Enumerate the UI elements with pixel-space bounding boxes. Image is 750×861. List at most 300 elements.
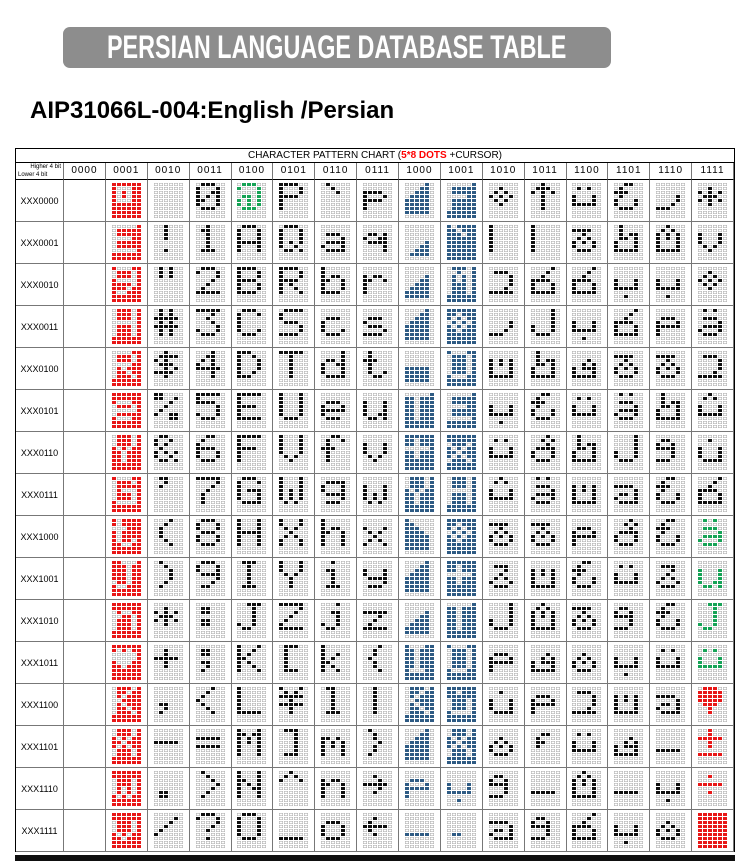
char-cell [148,810,190,852]
char-cell [148,516,190,558]
char-cell [357,726,399,768]
char-cell [273,642,315,684]
dot-matrix [405,729,434,764]
dot-matrix [656,771,685,806]
dot-matrix [237,351,266,386]
dot-matrix [614,603,643,638]
dot-matrix [321,393,350,428]
row-label: XXX1100 [16,684,64,726]
char-cell [483,180,525,222]
char-cell [483,390,525,432]
char-cell [608,642,650,684]
char-cell [692,516,734,558]
column-header: 1101 [608,163,650,180]
dot-matrix [531,267,560,302]
char-cell [441,768,483,810]
char-cell [692,726,734,768]
page-title: PERSIAN LANGUAGE DATABASE TABLE [107,29,567,65]
char-cell [483,348,525,390]
dot-matrix [112,561,141,596]
dot-matrix [154,183,183,218]
dot-matrix [698,813,727,848]
char-cell [232,516,274,558]
char-cell [148,264,190,306]
char-cell [399,768,441,810]
dot-matrix [363,687,392,722]
dot-matrix [363,519,392,554]
char-cell [148,432,190,474]
dot-matrix [531,477,560,512]
char-cell [357,264,399,306]
char-cell [567,348,609,390]
char-cell [608,474,650,516]
column-header: 1000 [399,163,441,180]
dot-matrix [489,561,518,596]
char-cell [315,642,357,684]
dot-matrix [656,561,685,596]
dot-matrix [112,813,141,848]
dot-matrix [614,729,643,764]
dot-matrix [196,351,225,386]
char-cell [273,432,315,474]
dot-matrix [112,435,141,470]
dot-matrix [196,687,225,722]
dot-matrix [363,813,392,848]
dot-matrix [196,519,225,554]
char-cell [315,516,357,558]
dot-matrix [363,477,392,512]
dot-matrix [698,225,727,260]
dot-matrix [698,435,727,470]
dot-matrix [321,477,350,512]
char-cell [525,684,567,726]
char-cell [273,726,315,768]
dot-matrix [154,393,183,428]
dot-matrix [154,351,183,386]
table-row [16,768,734,810]
char-cell [441,390,483,432]
dot-matrix [489,477,518,512]
char-cell [692,390,734,432]
char-cell [483,642,525,684]
dot-matrix [321,645,350,680]
char-cell [692,558,734,600]
char-cell [315,600,357,642]
char-cell [567,810,609,852]
dot-matrix [698,603,727,638]
char-cell [315,390,357,432]
dot-matrix [531,561,560,596]
dot-matrix [237,183,266,218]
dot-matrix [237,477,266,512]
char-cell [273,306,315,348]
char-cell [106,600,148,642]
char-cell [399,222,441,264]
dot-matrix [279,225,308,260]
char-cell [441,684,483,726]
char-cell [441,600,483,642]
dot-matrix [279,435,308,470]
dot-matrix [112,645,141,680]
dot-matrix [154,645,183,680]
dot-matrix [321,351,350,386]
dot-matrix [112,267,141,302]
char-cell [273,474,315,516]
dot-matrix [405,183,434,218]
row-label: XXX0011 [16,306,64,348]
dot-matrix [614,183,643,218]
char-cell [525,810,567,852]
char-cell [357,348,399,390]
char-cell [232,558,274,600]
char-cell [567,390,609,432]
dot-matrix [154,729,183,764]
dot-matrix [531,183,560,218]
char-cell [525,768,567,810]
column-header: 0100 [232,163,274,180]
dot-matrix [196,813,225,848]
table-row [16,726,734,768]
row-label: XXX0000 [16,180,64,222]
row-label: XXX0001 [16,222,64,264]
char-cell [273,180,315,222]
dot-matrix [405,813,434,848]
dot-matrix [572,687,601,722]
char-cell [315,306,357,348]
dot-matrix [447,393,476,428]
char-cell [106,810,148,852]
char-cell [608,726,650,768]
dot-matrix [237,603,266,638]
char-cell [357,432,399,474]
char-cell [483,432,525,474]
char-cell [190,600,232,642]
dot-matrix [112,309,141,344]
char-cell [190,684,232,726]
char-cell [608,516,650,558]
char-cell [273,222,315,264]
char-cell [608,684,650,726]
row-label: XXX1010 [16,600,64,642]
dot-matrix [531,771,560,806]
char-cell [483,684,525,726]
dot-matrix [112,519,141,554]
dot-matrix [363,603,392,638]
char-cell [567,474,609,516]
char-cell [650,600,692,642]
char-cell [441,222,483,264]
dot-matrix [154,519,183,554]
dot-matrix [363,225,392,260]
dot-matrix [279,687,308,722]
char-cell [315,348,357,390]
column-header: 1001 [441,163,483,180]
char-cell [64,600,106,642]
char-cell [190,390,232,432]
column-header-row [16,163,734,180]
dot-matrix [154,309,183,344]
char-cell [608,348,650,390]
char-cell [190,768,232,810]
char-cell [106,432,148,474]
char-cell [650,558,692,600]
table-row [16,684,734,726]
table-row [16,474,734,516]
char-cell [357,222,399,264]
dot-matrix [112,477,141,512]
dot-matrix [572,603,601,638]
dot-matrix [572,813,601,848]
dot-matrix [363,309,392,344]
dot-matrix [154,225,183,260]
dot-matrix [321,813,350,848]
char-cell [399,348,441,390]
dot-matrix [279,645,308,680]
dot-matrix [363,393,392,428]
dot-matrix [489,771,518,806]
char-cell [525,600,567,642]
dot-matrix [363,771,392,806]
table-row [16,390,734,432]
char-cell [692,432,734,474]
dot-matrix [321,729,350,764]
column-header: 1110 [650,163,692,180]
char-cell [692,600,734,642]
higher-4bit-label: Higher 4 bit [30,164,61,170]
dot-matrix [447,477,476,512]
dot-matrix [196,477,225,512]
dot-matrix [321,603,350,638]
dot-matrix [572,225,601,260]
char-cell [525,474,567,516]
column-header: 0001 [106,163,148,180]
char-cell [608,222,650,264]
dot-matrix [656,435,685,470]
dot-matrix [698,519,727,554]
column-header: 1011 [525,163,567,180]
dot-matrix [614,561,643,596]
char-cell [692,222,734,264]
dot-matrix [279,519,308,554]
char-cell [483,810,525,852]
char-cell [64,474,106,516]
dot-matrix [656,813,685,848]
dot-matrix [112,687,141,722]
char-cell [190,264,232,306]
column-header: 0011 [190,163,232,180]
char-cell [106,390,148,432]
char-cell [399,600,441,642]
char-cell [190,348,232,390]
char-cell [190,432,232,474]
dot-matrix [531,435,560,470]
dot-matrix [572,267,601,302]
dot-matrix [698,393,727,428]
dot-matrix [614,309,643,344]
char-cell [315,222,357,264]
chart-header-prefix: CHARACTER PATTERN CHART ( [247,150,402,161]
char-cell [441,264,483,306]
dot-matrix [614,771,643,806]
char-cell [315,768,357,810]
char-cell [64,810,106,852]
char-cell [106,768,148,810]
char-cell [483,264,525,306]
dot-matrix [489,603,518,638]
title-banner [63,27,611,68]
row-label: XXX0111 [16,474,64,516]
chart-header [16,149,734,163]
dot-matrix [572,771,601,806]
dot-matrix [405,687,434,722]
column-header: 0010 [148,163,190,180]
dot-matrix [196,729,225,764]
char-cell [650,432,692,474]
dot-matrix [237,687,266,722]
corner-cell [16,163,64,180]
char-cell [608,600,650,642]
char-cell [64,348,106,390]
dot-matrix [321,267,350,302]
dot-matrix [363,645,392,680]
char-cell [315,180,357,222]
dot-matrix [279,393,308,428]
char-cell [525,222,567,264]
dot-matrix [237,225,266,260]
char-cell [525,306,567,348]
dot-matrix [614,225,643,260]
char-cell [232,684,274,726]
char-cell [692,348,734,390]
dot-matrix [656,729,685,764]
char-cell [64,516,106,558]
char-cell [64,222,106,264]
char-cell [64,264,106,306]
dot-matrix [489,183,518,218]
dot-matrix [447,771,476,806]
dot-matrix [447,183,476,218]
dot-matrix [489,225,518,260]
dot-matrix [405,603,434,638]
dot-matrix [614,351,643,386]
column-header: 0000 [64,163,106,180]
char-cell [357,306,399,348]
char-cell [441,642,483,684]
char-cell [315,810,357,852]
char-cell [232,474,274,516]
dot-matrix [447,645,476,680]
chart-header-highlight: 5*8 DOTS [401,150,447,161]
dot-matrix [405,561,434,596]
char-cell [148,348,190,390]
dot-matrix [698,687,727,722]
dot-matrix [321,183,350,218]
char-cell [608,264,650,306]
dot-matrix [572,729,601,764]
table-row [16,222,734,264]
character-pattern-table [15,148,735,852]
char-cell [525,642,567,684]
dot-matrix [698,267,727,302]
dot-matrix [363,561,392,596]
dot-matrix [363,183,392,218]
char-cell [190,558,232,600]
column-header: 0111 [357,163,399,180]
char-cell [357,600,399,642]
dot-matrix [656,519,685,554]
char-cell [106,726,148,768]
dot-matrix [405,351,434,386]
dot-matrix [531,729,560,764]
dot-matrix [237,645,266,680]
char-cell [315,432,357,474]
dot-matrix [237,561,266,596]
column-header: 1111 [692,163,734,180]
table-row [16,180,734,222]
char-cell [190,180,232,222]
dot-matrix [489,351,518,386]
dot-matrix [196,603,225,638]
row-label: XXX0101 [16,390,64,432]
dot-matrix [112,225,141,260]
char-cell [399,474,441,516]
dot-matrix [656,309,685,344]
dot-matrix [112,729,141,764]
char-cell [106,222,148,264]
char-cell [567,558,609,600]
char-cell [650,348,692,390]
column-header: 0110 [315,163,357,180]
char-cell [64,432,106,474]
dot-matrix [321,309,350,344]
char-cell [315,726,357,768]
dot-matrix [405,435,434,470]
char-cell [608,810,650,852]
row-label: XXX1000 [16,516,64,558]
table-row [16,306,734,348]
char-cell [232,726,274,768]
char-cell [608,768,650,810]
char-cell [650,474,692,516]
char-cell [148,600,190,642]
char-cell [525,432,567,474]
dot-matrix [154,477,183,512]
dot-matrix [154,687,183,722]
dot-matrix [196,645,225,680]
char-cell [357,768,399,810]
dot-matrix [698,351,727,386]
table-bottom-border [15,855,735,861]
dot-matrix [531,813,560,848]
dot-matrix [656,351,685,386]
dot-matrix [279,561,308,596]
dot-matrix [279,183,308,218]
row-label: XXX1101 [16,726,64,768]
char-cell [692,642,734,684]
char-cell [567,222,609,264]
char-cell [106,558,148,600]
char-cell [650,684,692,726]
char-cell [106,516,148,558]
char-cell [441,516,483,558]
char-cell [357,390,399,432]
char-cell [106,642,148,684]
char-cell [232,180,274,222]
dot-matrix [656,645,685,680]
char-cell [608,306,650,348]
dot-matrix [237,813,266,848]
dot-matrix [489,267,518,302]
